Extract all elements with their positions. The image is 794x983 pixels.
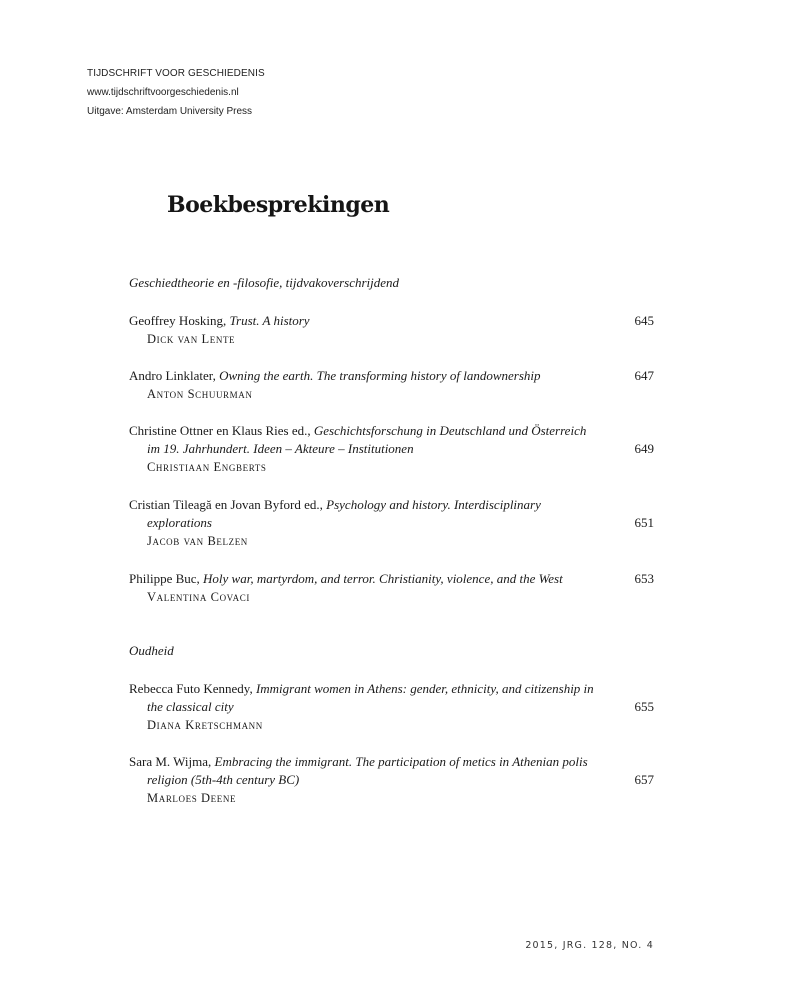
entry-line [129, 312, 654, 330]
section-heading-antiquity: Oudheid [129, 643, 174, 658]
entry-reviewer: Marloes Deene [147, 791, 237, 805]
entry-title: Trust. A history [229, 313, 310, 328]
page-title: Boekbesprekingen [167, 192, 390, 218]
entry-title-continued: religion (5th-4th century BC) [147, 772, 300, 787]
entry-author: Cristian Tileagă en Jovan Byford ed., [129, 497, 323, 512]
entry-line [129, 367, 654, 385]
entry-page-number: 655 [634, 699, 654, 714]
entry-title: Embracing the immigrant. The participation of metics in Athenian polis [214, 754, 588, 769]
review-entry [129, 753, 654, 807]
entry-page-number: 649 [634, 441, 654, 456]
entry-title: Psychology and history. Interdisciplinary [326, 497, 541, 512]
entry-title: Immigrant women in Athens: gender, ethnicity, and citizenship in [255, 681, 594, 696]
review-entry [129, 680, 654, 734]
entry-line [129, 753, 654, 771]
review-entry [129, 570, 654, 606]
entry-title-continued: im 19. Jahrhundert. Ideen – Akteure – Institutionen [147, 441, 414, 456]
journal-publisher: Uitgave: Amsterdam University Press [87, 106, 253, 117]
entry-author: Geoffrey Hosking, [129, 313, 227, 328]
entry-author: Philippe Buc, [129, 571, 200, 586]
entry-reviewer: Anton Schuurman [147, 387, 253, 401]
journal-website: www.tijdschriftvoorgeschiedenis.nl [87, 87, 239, 98]
entry-title-continued: explorations [147, 515, 212, 530]
entry-page-number: 647 [634, 368, 654, 383]
entry-line [129, 496, 654, 514]
entry-line-continued [129, 440, 654, 458]
entry-line [129, 680, 654, 698]
entry-author: Christine Ottner en Klaus Ries ed., [129, 423, 311, 438]
entry-title: Holy war, martyrdom, and terror. Christianity, violence, and the West [203, 571, 563, 586]
review-entry [129, 422, 654, 476]
entry-reviewer: Dick van Lente [147, 332, 236, 346]
issue-footer: 2015, JRG. 128, NO. 4 [525, 940, 654, 951]
review-entry [129, 312, 654, 348]
entry-author: Rebecca Futo Kennedy, [129, 681, 253, 696]
entry-title: Owning the earth. The transforming history of landownership [219, 368, 541, 383]
entry-reviewer: Jacob van Belzen [147, 534, 248, 548]
entry-reviewer: Valentina Covaci [147, 590, 250, 604]
entry-line-continued [129, 514, 654, 532]
section-heading-theory: Geschiedtheorie en -filosofie, tijdvakoverschrijdend [129, 275, 400, 290]
entry-line [129, 570, 654, 588]
entry-reviewer: Christiaan Engberts [147, 460, 267, 474]
review-entry [129, 367, 654, 403]
entry-page-number: 645 [634, 313, 654, 328]
entry-line-continued [129, 771, 654, 789]
journal-header [87, 64, 265, 121]
entry-title-continued: the classical city [147, 699, 234, 714]
entry-line [129, 422, 654, 440]
review-entry [129, 496, 654, 550]
entry-title: Geschichtsforschung in Deutschland und Österreich [313, 423, 587, 438]
entry-page-number: 657 [634, 772, 654, 787]
entry-reviewer: Diana Kretschmann [147, 718, 263, 732]
entry-line-continued [129, 698, 654, 716]
entry-author: Andro Linklater, [129, 368, 216, 383]
entry-page-number: 653 [634, 571, 654, 586]
journal-title: TIJDSCHRIFT VOOR GESCHIEDENIS [87, 68, 265, 79]
entry-page-number: 651 [634, 515, 654, 530]
entry-author: Sara M. Wijma, [129, 754, 212, 769]
